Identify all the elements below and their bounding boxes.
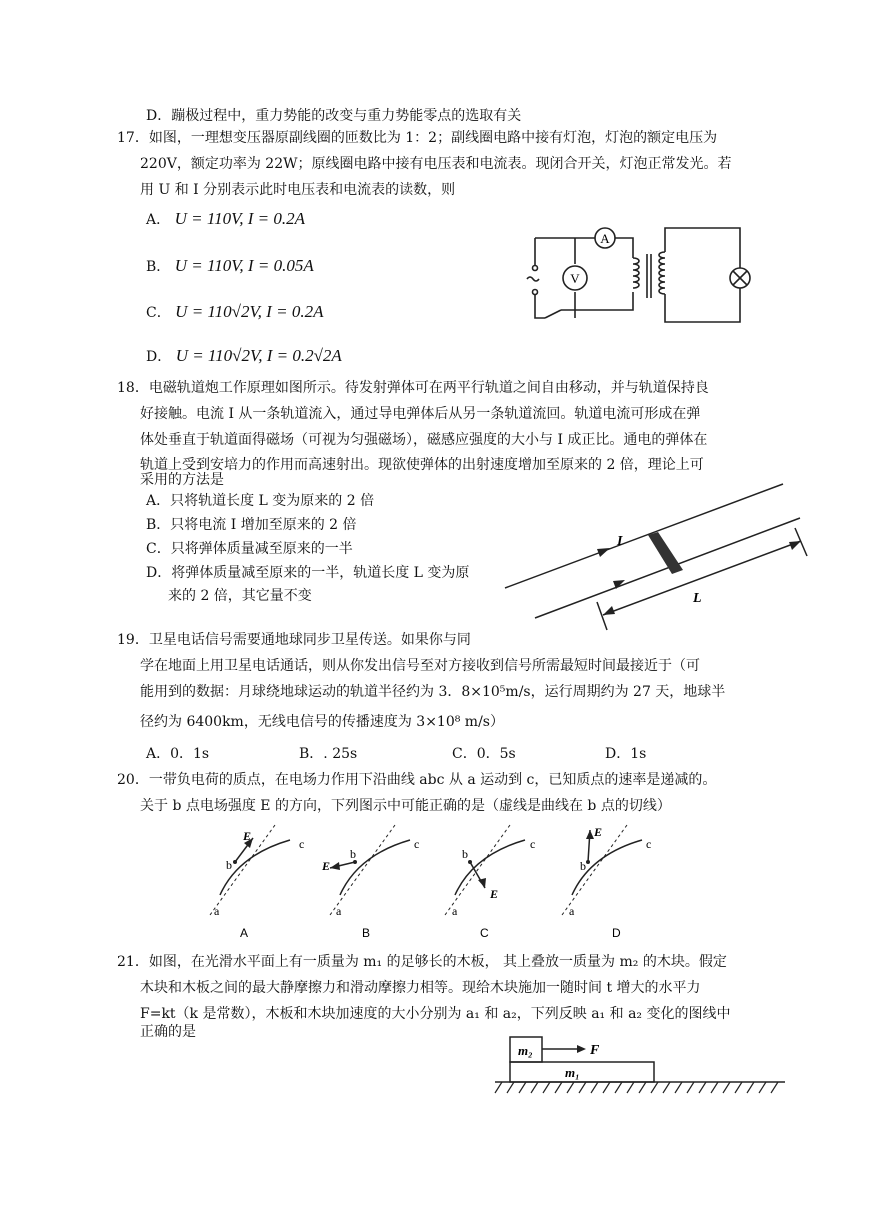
panel-d-e: E bbox=[594, 825, 603, 839]
q19-stem-line-4: 径约为 6400km，无线电信号的传播速度为 3×10⁸ m/s） bbox=[140, 714, 504, 730]
option-expression: U = 110√2V, I = 0.2A bbox=[175, 302, 324, 321]
option-expression: U = 110√2V, I = 0.2√2A bbox=[175, 346, 342, 365]
panel-c-e: E bbox=[490, 887, 499, 901]
q17-stem-line-1: 17．如图，一理想变压器原副线圈的匝数比为 1：2；副线圈电路中接有灯泡，灯泡的额定电压为 bbox=[117, 130, 718, 146]
q20-stem-line-1: 20．一带负电荷的质点，在电场力作用下沿曲线 abc 从 a 运动到 c，已知质点的速率是递减的。 bbox=[117, 772, 717, 788]
panel-a-c: c bbox=[299, 837, 305, 851]
force-label: F bbox=[590, 1043, 600, 1058]
panel-b-caption: B bbox=[362, 926, 371, 940]
panel-a-caption: A bbox=[240, 926, 249, 940]
panel-b-b: b bbox=[350, 847, 356, 861]
q19-stem-line-2: 学在地面上用卫星电话通话，则从你发出信号至对方接收到信号所需最短时间最接近于（可 bbox=[140, 658, 700, 674]
q18-stem-line-1: 18．电磁轨道炮工作原理如图所示。待发射弹体可在两平行轨道之间自由移动，并与轨道保持良 bbox=[117, 380, 709, 396]
option-expression: U = 110V, I = 0.2A bbox=[174, 209, 306, 228]
q16-option-d: D．蹦极过程中，重力势能的改变与重力势能零点的选取有关 bbox=[146, 108, 522, 124]
block-on-board-figure bbox=[490, 1033, 790, 1099]
board-m1-label: m₁ bbox=[565, 1065, 580, 1080]
panel-d-b: b bbox=[580, 859, 586, 873]
q18-option-d-line-2: 来的 2 倍，其它量不变 bbox=[168, 588, 312, 604]
panel-d-caption: D bbox=[612, 926, 621, 940]
q17-stem-line-3: 用 U 和 I 分别表示此时电压表和电流表的读数，则 bbox=[140, 182, 456, 198]
length-label: L bbox=[693, 591, 702, 606]
q19-option-c: C．0．5s bbox=[452, 746, 516, 762]
panel-d-a: a bbox=[569, 904, 575, 918]
block-m2-label: m₂ bbox=[518, 1043, 533, 1058]
current-label: I bbox=[617, 534, 623, 549]
panel-b-e: E bbox=[322, 859, 331, 873]
panel-a-b: b bbox=[226, 858, 232, 872]
panel-b-c: c bbox=[414, 837, 420, 851]
q17-option-d bbox=[146, 346, 342, 367]
panel-b bbox=[321, 825, 419, 940]
q20-stem-line-2: 关于 b 点电场强度 E 的方向，下列图示中可能正确的是（虚线是曲线在 b 点的切线） bbox=[140, 798, 671, 814]
panel-c-caption: C bbox=[480, 926, 489, 940]
q17-option-a bbox=[146, 209, 305, 230]
panel-b-a: a bbox=[336, 904, 342, 918]
q18-option-c: C．只将弹体质量减至原来的一半 bbox=[146, 541, 353, 557]
panel-a-a: a bbox=[214, 904, 220, 918]
q21-stem-line-1: 21．如图，在光滑水平面上有一质量为 m₁ 的足够长的木板， 其上叠放一质量为 m₂ 的木块。假定 bbox=[117, 954, 727, 970]
q21-stem-line-2: 木块和木板之间的最大静摩擦力和滑动摩擦力相等。现给木块施加一随时间 t 增大的水平力 bbox=[140, 980, 701, 996]
panel-c-b: b bbox=[462, 847, 468, 861]
ground-hatching bbox=[495, 1082, 778, 1093]
q17-option-c bbox=[146, 302, 323, 323]
q18-stem-line-3: 体处垂直于轨道面得磁场（可视为匀强磁场），磁感应强度的大小与 I 成正比。通电的弹体在 bbox=[140, 432, 708, 448]
panel-a bbox=[210, 825, 304, 940]
transformer-circuit-figure bbox=[515, 218, 775, 328]
q18-stem-line-4: 轨道上受到安培力的作用而高速射出。现欲使弹体的出射速度增加至原来的 2 倍，理论上可 bbox=[140, 457, 704, 473]
q19-stem-line-3: 能用到的数据：月球绕地球运动的轨道半径约为 3．8×10⁵m/s，运行周期约为 27 天，地球半 bbox=[140, 684, 726, 700]
q18-option-a: A．只将轨道长度 L 变为原来的 2 倍 bbox=[146, 493, 375, 509]
q18-stem-line-5: 采用的方法是 bbox=[140, 472, 224, 488]
panel-d bbox=[562, 825, 651, 940]
q19-option-a: A．0．1s bbox=[146, 746, 210, 762]
q18-option-d-line-1: D．将弹体质量减至原来的一半，轨道长度 L 变为原 bbox=[146, 565, 470, 581]
q17-option-b bbox=[146, 256, 314, 277]
panel-c bbox=[445, 825, 535, 940]
panel-c-a: a bbox=[452, 904, 458, 918]
q19-stem-line-1: 19．卫星电话信号需要通地球同步卫星传送。如果你与同 bbox=[117, 632, 471, 648]
voltmeter-label: V bbox=[570, 271, 580, 286]
q18-stem-line-2: 好接触。电流 I 从一条轨道流入，通过导电弹体后从另一条轨道流回。轨道电流可形成在弹 bbox=[140, 406, 701, 422]
option-label: C． bbox=[146, 305, 171, 321]
panel-c-c: c bbox=[530, 837, 536, 851]
option-label: A． bbox=[146, 212, 171, 228]
q18-option-b: B．只将电流 I 增加至原来的 2 倍 bbox=[146, 517, 357, 533]
panel-d-c: c bbox=[646, 837, 652, 851]
q19-option-b: B．. 25s bbox=[299, 746, 358, 762]
rail-gun-figure bbox=[495, 478, 815, 638]
q17-stem-line-2: 220V，额定功率为 22W；原线圈电路中接有电压表和电流表。现闭合开关，灯泡正常发光。若 bbox=[140, 156, 732, 172]
ammeter-label: A bbox=[600, 231, 610, 246]
q19-option-d: D．1s bbox=[605, 746, 647, 762]
option-label: D． bbox=[146, 349, 172, 365]
q21-stem-line-3: F=kt（k 是常数），木板和木块加速度的大小分别为 a₁ 和 a₂，下列反映 a₁ 和 a₂ 变化的图线中 bbox=[140, 1006, 731, 1022]
panel-a-e: E bbox=[243, 829, 252, 843]
option-expression: U = 110V, I = 0.05A bbox=[174, 256, 314, 275]
q21-stem-line-4: 正确的是 bbox=[140, 1024, 196, 1040]
option-label: B． bbox=[146, 259, 171, 275]
field-direction-panels-figure bbox=[200, 820, 680, 940]
